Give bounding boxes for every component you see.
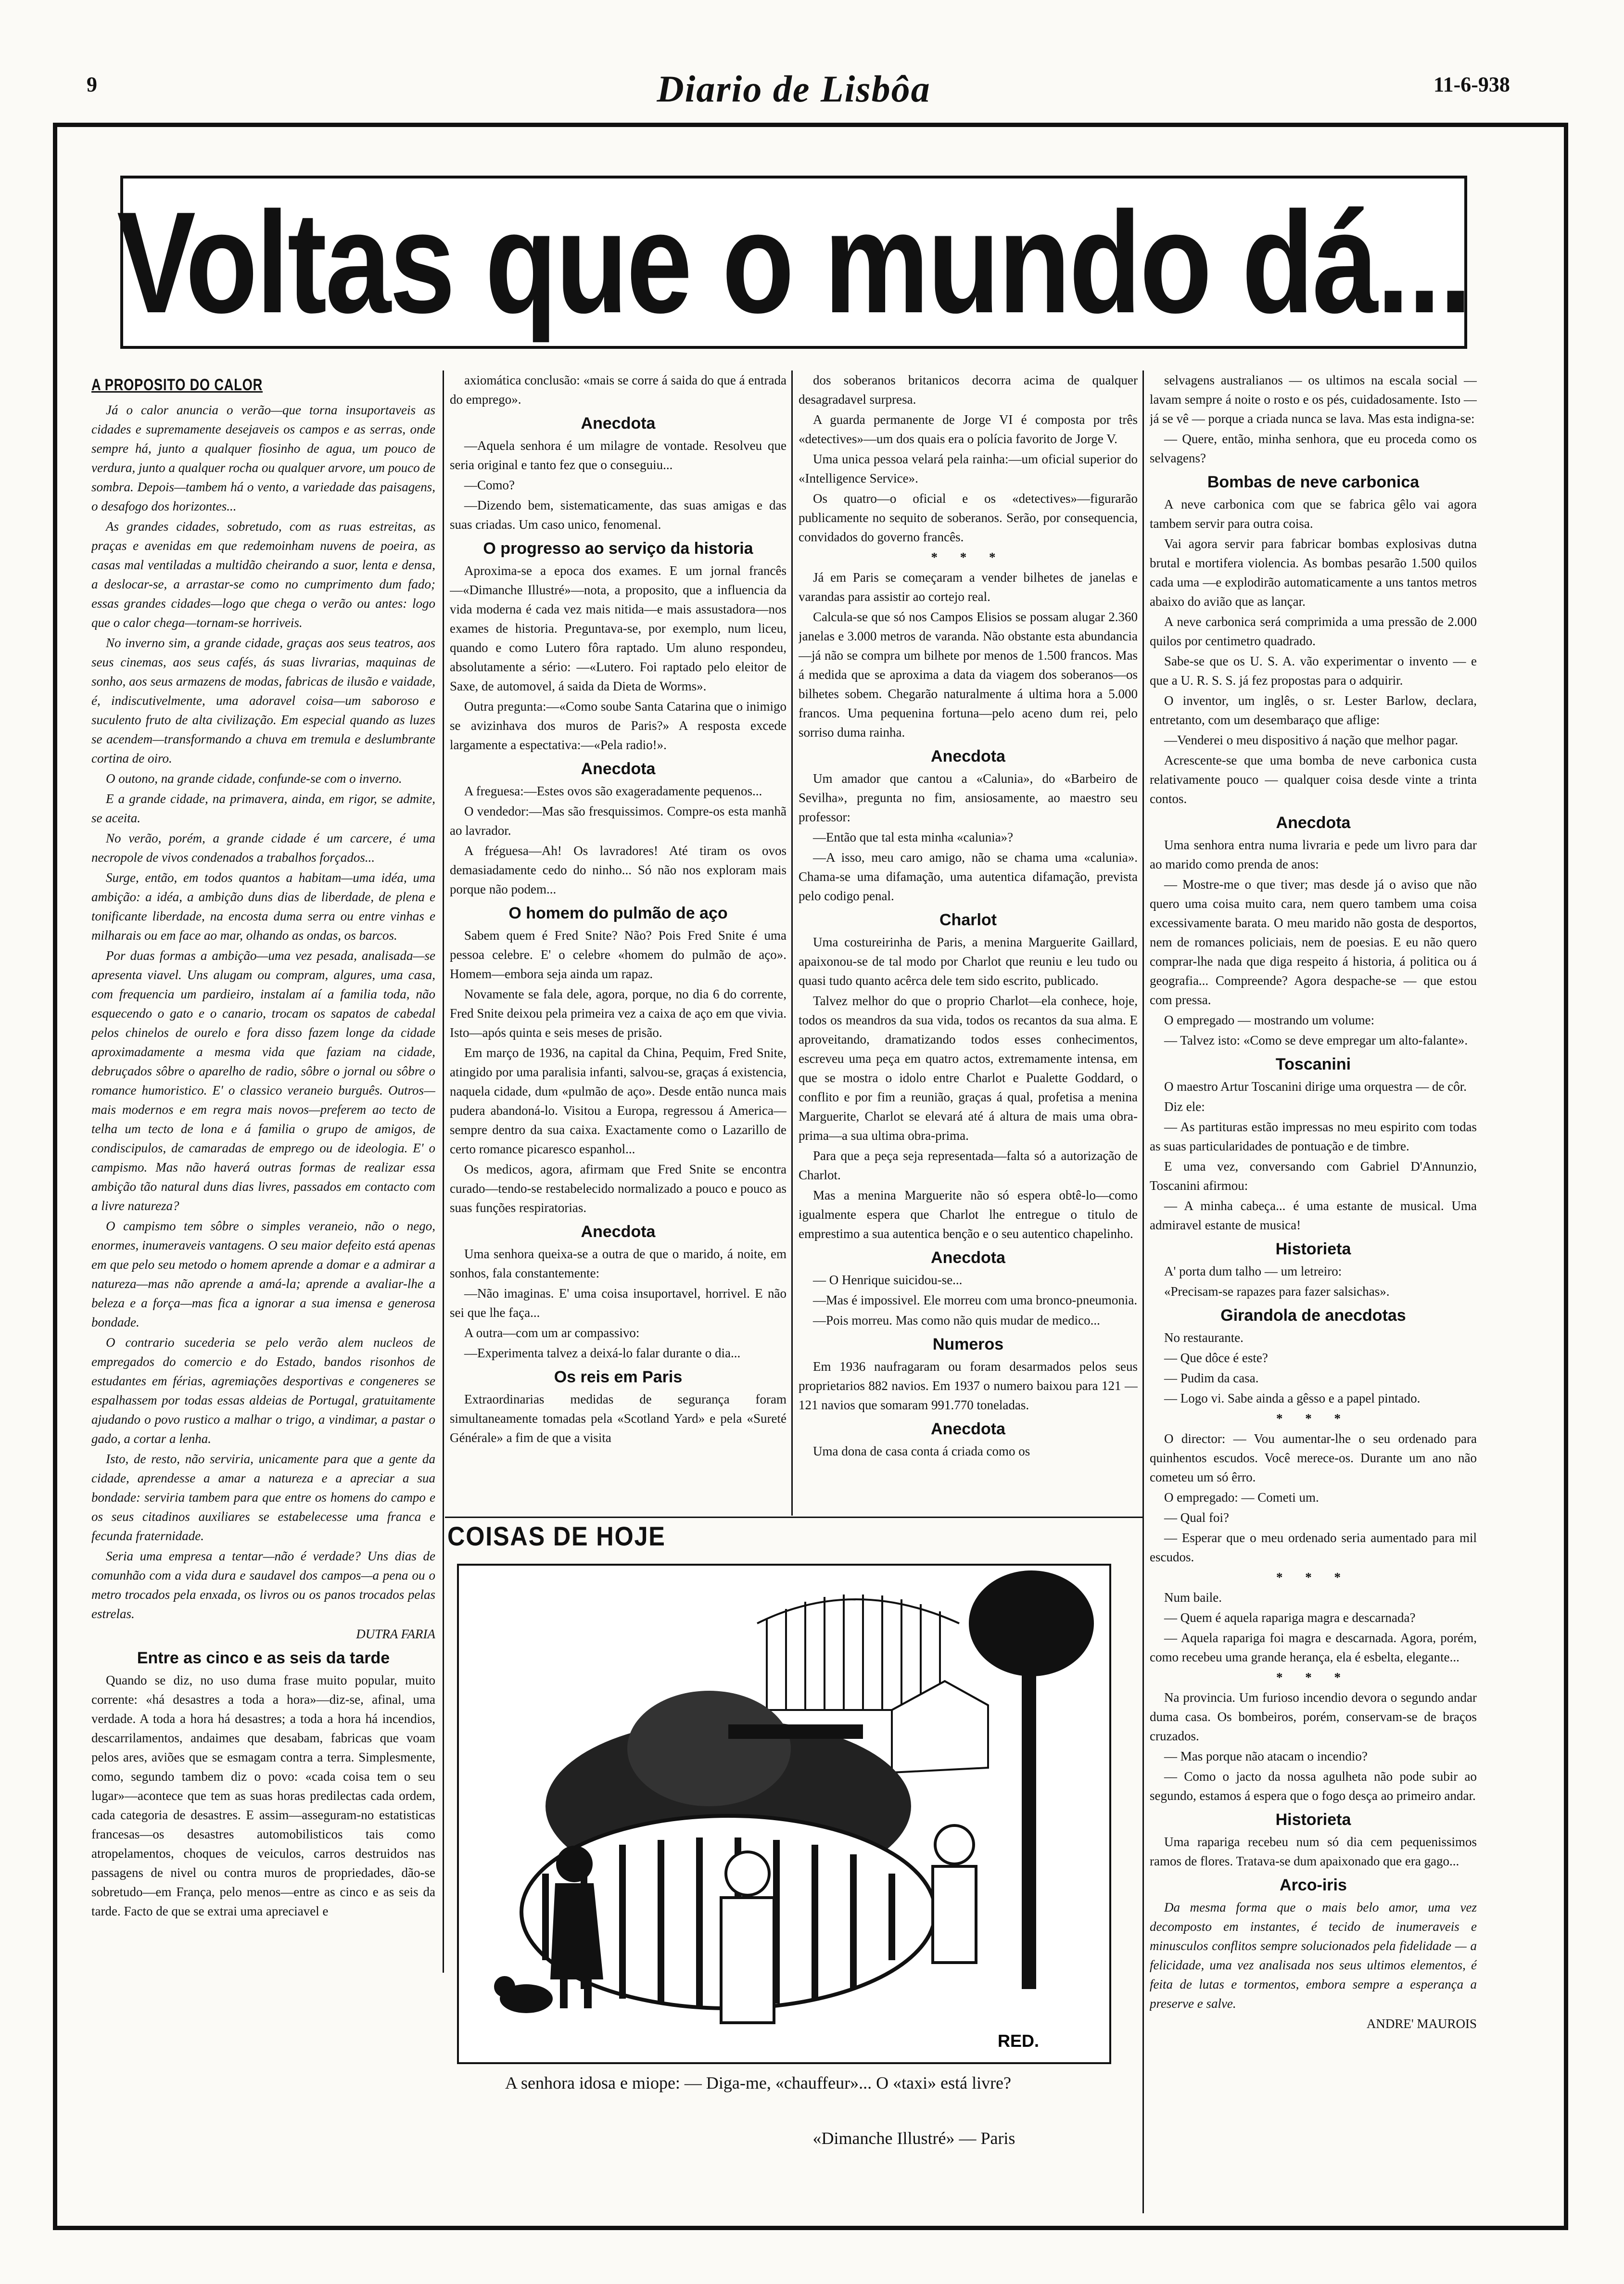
column-4 [1150, 370, 1477, 2213]
section-title: Anecdota [581, 414, 656, 433]
paragraph: No inverno sim, a grande cidade, graças aos seus teatros, aos seus cinemas, aos seus cafés, ás suas livrarias, maquinas de sonho, aos seus armazens de modas, fabricas de ilusão e vaidade, é, indiscutivelmente, uma adoravel coisa—um saboroso e suculento fruto de alta civilização. Em especial quando as luzes se acendem—transformando a chuva em tremula e deslumbrante cortina de oiro. [91, 636, 435, 766]
paragraph: O contrario sucederia se pelo verão alem nucleos de empregados do comercio e do Estado, bandos risonhos de estudantes em férias, agremiações desportivas e congeneres se espalhassem por todas essas aldeias de Portugal, gratuitamente ajudando o povo rustico a malhar o trigo, a vindimar, a pastar o gado, a cortar a lenha. [91, 1335, 435, 1446]
section-title: Bombas de neve carbonica [1207, 473, 1420, 491]
tree-icon [969, 1570, 1094, 1989]
cartoon-signature: RED. [998, 2031, 1040, 2051]
paragraph: Por duas formas a ambição—uma vez pesada, analisada—se apresenta viavel. Uns alugam ou compram, algures, uma casa, com frequencia um pardieiro, instalam aí a familia toda, não esquecendo o gato e o canario, trocam os sapatos de cabedal pelos chinelos de ourelo e fora disso fazem longe da cidade aproximadamente a mesma vida que faziam na cidade, debruçados sôbre o aparelho de radio, sôbre o jornal ou sôbre o romance humoristico. E' o classico veraneio burguês. Outros—mais modernos e em regra mais novos—preferem ao tecto de telha um tecto de lona e á familia o grupo de amigos, de condiscipulos, de camaradas de emprego ou de ideologia. E' o campismo. Mas não haverá outras formas de realizar essa ambição tão natural duns dias livres, passados em contacto com a livre natureza? [91, 948, 435, 1213]
section-title: O homem do pulmão de aço [508, 904, 728, 922]
paragraph: Na provincia. Um furioso incendio devora o segundo andar duma casa. Os bombeiros, porém, conservam-se de braços cruzados. [1150, 1690, 1477, 1743]
paragraph: — Que dôce é este? [1164, 1351, 1268, 1365]
paragraph: A freguesa:—Estes ovos são exageradamente pequenos... [464, 784, 762, 798]
section-title: Anecdota [581, 760, 656, 778]
paragraph: «Precisam-se rapazes para fazer salsichas». [1164, 1284, 1390, 1299]
paragraph: — Mostre-me o que tiver; mas desde já o aviso que não quero uma coisa muito cara, nem quero tambem uma coisa excessivamente barata. O meu marido não gosta de desportos, nem de romances policiais, nem de poesias. E eu não quero comprar-lhe nada que diga respeito á historia, á politica ou á geografia... Compreende? Agora despache-se — que estou com pressa. [1150, 877, 1477, 1007]
section-title: Arco-iris [1280, 1876, 1347, 1894]
paragraph: As grandes cidades, sobretudo, com as ruas estreitas, as praças e avenidas em que redemoinham nuvens de poeira, as casas mal ventiladas a multidão cheirando a suor, lenta e densa, a deslocar-se, a arrastar-se como no cumprimento dum fado; essas grandes cidades—logo que chega o verão ou antes: logo que o calor chega—tornam-se horriveis. [91, 519, 435, 630]
paragraph: Vai agora servir para fabricar bombas explosivas dutna brutal e mortifera violencia. As bombas pesarão 1.500 quilos cada uma —e explodirão automaticamente a uns tantos metros abaixo do avião que as lançar. [1150, 536, 1477, 609]
paragraph: E a grande cidade, na primavera, ainda, em rigor, se admite, se aceita. [91, 791, 435, 825]
paragraph: Novamente se fala dele, agora, porque, no dia 6 do corrente, Fred Snite deixou pela primeira vez a caixa de aço em que vivia. Isto—após quinta e seis meses de prisão. [450, 987, 787, 1040]
paragraph: Já o calor anuncia o verão—que torna insuportaveis as cidades e supremamente desejaveis os campos e as serras, onde sempre há, junto a qualquer fiosinho de agua, um pouco de verdura, junto a qualquer rocha ou qualquer arvore, um pouco de sombra. Depois—tambem há o vento, a variedade das paisagens, o desafogo dos horizontes... [91, 403, 435, 513]
paragraph: A' porta dum talho — um letreiro: [1164, 1264, 1342, 1278]
paragraph: Em março de 1936, na capital da China, Pequim, Fred Snite, atingido por uma paralisia infanti, salvou-se, graças á existencia, naquela cidade, dum «pulmão de aço». Desde então nunca mais pudera abandoná-lo. Visitou a Europa, regressou á America—sempre dentro da sua caixa. Exactamente como o Lazarillo de certo romance picaresco espanhol... [450, 1046, 787, 1156]
paragraph: — As partituras estão impressas no meu espirito com todas as suas particularidades de pontuação e de timbre. [1150, 1120, 1477, 1153]
paragraph: Calcula-se que só nos Campos Elisios se possam alugar 2.360 janelas e 3.000 metros de varanda. Não obstante esta abundancia—já não se compra um bilhete por menos de 1.500 francos. Mas á medida que se aproxima a data da viagem dos soberanos—os bilhetes sobem. Chegarão naturalmente á ultima hora a 5.000 francos. Uma pequenina fortuna—pelo aceno dum rei, pelo sorriso duma rainha. [799, 610, 1138, 740]
paragraph: —Mas é impossivel. Ele morreu com uma bronco-pneumonia. [813, 1293, 1138, 1307]
paragraph: Sabe-se que os U. S. A. vão experimentar o invento — e que a U. R. S. S. já fez propostas para o adquirir. [1150, 654, 1477, 688]
paragraph: Talvez melhor do que o proprio Charlot—ela conhece, hoje, todos os meandros da sua vida, todos os recantos da sua alma. E aproveitando, dramatizando todos esses conhecimentos, escreveu uma peça em quatro actos, extremamente intensa, em que se mostra o idolo entre Charlot e Pualette Goddard, o conflito e por fim a reunião, graças á qual, profetisa a menina Marguerite, Charlot se elevará até á altura de mais uma obra-prima—a sua ultima obra-prima. [799, 994, 1138, 1143]
paragraph: — Aquela rapariga foi magra e descarnada. Agora, porém, como recebeu uma grande herança, ela é esbelta, elegante... [1150, 1631, 1477, 1664]
paragraph: axiomática conclusão: «mais se corre á saida do que á entrada do emprego». [450, 373, 787, 407]
column-rule [443, 370, 444, 1973]
paragraph: O outono, na grande cidade, confunde-se com o inverno. [106, 771, 402, 786]
paragraph: Os quatro—o oficial e os «detectives»—figurarão publicamente no sequito de soberanos. Serão, por consequencia, convidados do governo francês. [799, 491, 1138, 544]
paragraph: — Pudim da casa. [1164, 1371, 1259, 1385]
paragraph: — A minha cabeça... é uma estante de musical. Uma admiravel estante de musica! [1150, 1199, 1477, 1232]
paragraph: O vendedor:—Mas são fresquissimos. Compre-os esta manhã ao lavrador. [450, 804, 787, 838]
cartoon-credit [698, 2127, 1130, 2150]
paragraph: —Aquela senhora é um milagre de vontade. Resolveu que seria original e tanto fez que o conseguiu... [450, 438, 787, 472]
section-title: Anecdota [931, 1249, 1005, 1267]
paragraph: Já em Paris se começaram a vender bilhetes de janelas e varandas para assistir ao cortejo real. [799, 570, 1138, 604]
section-title: Girandola de anecdotas [1220, 1306, 1406, 1325]
paragraph: Acrescente-se que uma bomba de neve carbonica custa relativamente pouco — qualquer coisa desde vinte a trinta contos. [1150, 753, 1477, 806]
paragraph: Outra pregunta:—«Como soube Santa Catarina que o inimigo se avizinhava dos muros de Paris?» A resposta excede largamente a espectativa:—«Pela radio!». [450, 699, 787, 752]
paragraph: Da mesma forma que o mais belo amor, uma vez decomposto em instantes, é tecido de inumeraveis e minusculos conflitos sempre solucionados pela fidelidade — a felicidade, uma vez analisada nos seus ultimos elementos, é feita de lutas e tormentos, embora sempre a esperança a preserve e salve. [1150, 1900, 1477, 2011]
paragraph: O empregado: — Cometi um. [1164, 1490, 1319, 1505]
section-title: Anecdota [931, 747, 1005, 766]
section-title: Anecdota [1276, 814, 1351, 832]
paragraph: —Venderei o meu dispositivo á nação que melhor pagar. [1164, 733, 1459, 747]
paragraph: Quando se diz, no uso duma frase muito popular, muito corrente: «há desastres a toda a hora»—diz-se, afinal, uma verdade. A toda a hora há desastres; a toda a hora há incendios, descarrilamentos, andaimes que desabam, fabricas que voam pelos ares, aviões que se esmagam contra a terra. Simplesmente, como, segundo tambem diz o povo: «cada coisa tem o seu lugar»—acontece que tem as suas horas predilectas cada ordem, cada categoria de desastres. E assim—asseguram-no estatisticas francesas—os desastres automobilisticos tais como atropelamentos, choques de veiculos, carros destruidos nas passagens de nivel ou contra muros de propriedades, dão-se sobretudo—em França, pelo menos—entre as cinco e as seis da tarde. Facto de que se extrai uma apreciavel e [91, 1673, 435, 1918]
paragraph: Aproxima-se a epoca dos exames. E um jornal francês—«Dimanche Illustré»—nota, a proposito, que a influencia da vida moderna é cada vez mais nitida—e mais assustadora—nos exames de historia. Preguntava-se, por exemplo, num liceu, quando e como Lutero fôra raptado. Um aluno respondeu, absolutamente a sério: —«Lutero. Foi raptado pelo eleitor de Saxe, de automovel, á saida da Dieta de Worms». [450, 563, 787, 693]
page-date: 11-6-938 [1434, 73, 1510, 96]
paragraph: A fréguesa—Ah! Os lavradores! Até tiram os ovos demasiadamente cedo do ninho... Só não nos exploram mais porque não podem... [450, 843, 787, 896]
page-number: 9 [87, 73, 97, 96]
paragraph: A neve carbonica será comprimida a uma pressão de 2.000 quilos por centimetro quadrado. [1150, 614, 1477, 648]
paragraph: —Experimenta talvez a deixá-lo falar durante o dia... [464, 1346, 741, 1360]
paragraph: O campismo tem sôbre o simples veraneio, não o nego, enormes, inumeraveis vantagens. O seu maior defeito está apenas em que pelo seu metodo o homem aprende a domar e a admirar a natureza—mas não aprende a amá-la; aprende a avaliar-lhe a beleza e a força—mas fica a ignorar a sua imensa e generosa bondade. [91, 1219, 435, 1329]
paragraph: Sabem quem é Fred Snite? Não? Pois Fred Snite é uma pessoa celebre. E' o celebre «homem do pulmão de aço». Homem—embora seja ainda um rapaz. [450, 928, 787, 981]
section-title: Historieta [1275, 1811, 1351, 1829]
section-title: Os reis em Paris [554, 1368, 683, 1386]
paragraph: — Talvez isto: «Como se deve empregar um alto-falante». [1164, 1033, 1468, 1047]
section-title: Numeros [932, 1335, 1004, 1353]
caption-text: A senhora idosa e miope: — Diga-me, «chauffeur»... O «taxi» está livre? [505, 2073, 1012, 2093]
paragraph: No restaurante. [1164, 1330, 1243, 1345]
column-1 [91, 375, 435, 2213]
paragraph: —Então que tal esta minha «calunia»? [813, 830, 1014, 844]
paragraph: Uma rapariga recebeu num só dia cem pequenissimos ramos de flores. Tratava-se dum apaixonado que era gago... [1150, 1835, 1477, 1868]
paragraph: — Mas porque não atacam o incendio? [1164, 1749, 1368, 1763]
article-title: A PROPOSITO DO CALOR [91, 376, 263, 394]
paragraph: — Quem é aquela rapariga magra e descarnada? [1164, 1610, 1416, 1625]
cartoon-section-title-wrap [447, 1520, 690, 1552]
credit-text: «Dimanche Illustré» — Paris [812, 2129, 1015, 2148]
section-title: O progresso ao serviço da historia [483, 539, 753, 558]
section-title: Anecdota [931, 1420, 1005, 1438]
column-rule [791, 370, 793, 1516]
paragraph: — Logo vi. Sabe ainda a gêsso e a papel pintado. [1164, 1391, 1421, 1405]
paragraph: —Como? [464, 478, 515, 492]
column-rule [1142, 370, 1144, 2213]
paragraph: A neve carbonica com que se fabrica gêlo vai agora tambem servir para outra coisa. [1150, 497, 1477, 531]
paragraph: Os medicos, agora, afirmam que Fred Snite se encontra curado—tendo-se restabelecido normalizado a pouco e pouco as suas funções respiratorias. [450, 1162, 787, 1215]
column-2 [450, 370, 787, 1513]
paragraph: Extraordinarias medidas de segurança foram simultaneamente tomadas pela «Scotland Yard» e pela «Sureté Générale» a fim de que a visita [450, 1392, 787, 1445]
paragraph: A guarda permanente de Jorge VI é composta por três «detectives»—um dos quais era o polícia favorito de Jorge V. [799, 412, 1138, 446]
paragraph: Surge, então, em todos quantos a habitam—uma idéa, uma ambição: a idéa, a ambição duns dias de liberdade, de plena e tonificante liberdade, na encosta duma serra ou entre vinhas e milharais ou em face ao mar, olhando as ondas, os barcos. [91, 870, 435, 943]
paragraph: O director: — Vou aumentar-lhe o seu ordenado para quinhentos escudos. Você merece-os. Durante um ano não cometeu um só êrro. [1150, 1431, 1477, 1484]
article-signature: DUTRA FARIA [356, 1627, 435, 1641]
paragraph: Seria uma empresa a tentar—não é verdade? Uns dias de comunhão com a vida dura e saudavel dos campos—a pena ou o metro trocados pela enxada, os livros ou os panos trocados pelas estrelas. [91, 1549, 435, 1621]
separator-stars: * * * [1276, 1670, 1350, 1684]
section-title: Toscanini [1275, 1055, 1351, 1073]
paragraph: — O Henrique suicidou-se... [813, 1273, 963, 1287]
paragraph: — Qual foi? [1164, 1510, 1229, 1525]
paragraph: O empregado — mostrando um volume: [1164, 1013, 1375, 1027]
paragraph: Para que a peça seja representada—falta só a autorização de Charlot. [799, 1148, 1138, 1182]
headline-box [116, 176, 1471, 349]
cartoon-illustration [457, 1564, 1111, 2064]
paragraph: Uma costureirinha de Paris, a menina Marguerite Gaillard, apaixonou-se de tal modo por Charlot que reuniu e leu tudo ou quasi tudo quanto acêrca dele tem sido escrito, publicado. [799, 935, 1138, 988]
paragraph: Uma dona de casa conta á criada como os [813, 1444, 1030, 1458]
paragraph: Em 1936 naufragaram ou foram desarmados pelos seus proprietarios 882 navios. Em 1937 o numero baixou para 121 — 121 navios que somaram 991.770 toneladas. [799, 1359, 1138, 1412]
article-signature: ANDRE' MAUROIS [1366, 2016, 1477, 2031]
paragraph: —Dizendo bem, sistematicamente, das suas amigas e das suas criadas. Um caso unico, fenomenal. [450, 498, 787, 532]
paragraph: — Como o jacto da nossa agulheta não pode subir ao segundo, estamos á espera que o fogo desça ao primeiro andar. [1150, 1769, 1477, 1803]
separator-stars: * * * [1276, 1411, 1350, 1426]
kennel-icon [892, 1681, 988, 1773]
section-rule [445, 1517, 1142, 1518]
paragraph: — Quere, então, minha senhora, que eu proceda como os selvagens? [1150, 432, 1477, 465]
paragraph: No verão, porém, a grande cidade é um carcere, é uma necropole de vivos condenados a trabalhos forçados... [91, 831, 435, 865]
paragraph: Uma unica pessoa velará pela rainha:—um oficial superior do «Intelligence Service». [799, 452, 1138, 485]
paragraph: E uma vez, conversando com Gabriel D'Annunzio, Toscanini afirmou: [1150, 1159, 1477, 1193]
dog-icon [494, 1976, 553, 2013]
section-title: Historieta [1275, 1240, 1351, 1258]
section-title: Charlot [939, 911, 997, 929]
paragraph: Uma senhora entra numa livraria e pede um livro para dar ao marido como prenda de anos: [1150, 838, 1477, 871]
column-3 [799, 370, 1138, 1513]
paragraph: —Não imaginas. E' uma coisa insuportavel, horrivel. E não sei que lhe faça... [450, 1286, 787, 1320]
paragraph: O inventor, um inglês, o sr. Lester Barlow, declara, entretanto, com um desembaraço que aflige: [1150, 693, 1477, 727]
paragraph: Um amador que cantou a «Calunia», do «Barbeiro de Sevilha», pregunta no fim, ansiosamente, ao maestro seu professor: [799, 771, 1138, 824]
section-title: Entre as cinco e as seis da tarde [137, 1649, 390, 1667]
paragraph: Mas a menina Marguerite não só espera obtê-lo—como igualmente espera que Charlot lhe entregue o titulo de emprestimo a sua autentica benção e o seu autentico chapelinho. [799, 1188, 1138, 1241]
cartoon-drawing [459, 1566, 1109, 2062]
paragraph: selvagens australianos — os ultimos na escala social — lavam sempre á noite o rosto e os pés, cuidadosamente. Isto — já se vê — porque a criada nunca se lava. Mas esta indigna-se: [1150, 373, 1477, 426]
paragraph: dos soberanos britanicos decorra acima de qualquer desagradavel surpresa. [799, 373, 1138, 407]
masthead: Diario de Lisbôa [657, 68, 931, 110]
paragraph: A outra—com um ar compassivo: [464, 1326, 640, 1340]
paragraph: Uma senhora queixa-se a outra de que o marido, á noite, em sonhos, fala constantemente: [450, 1247, 787, 1280]
paragraph: —A isso, meu caro amigo, não se chama uma «calunia». Chama-se uma difamação, uma autentica difamação, prevista pelo codigo penal. [799, 850, 1138, 903]
headline: Voltas que o mundo dá... [116, 181, 1471, 343]
cartoon-section-title: COISAS DE HOJE [447, 1521, 666, 1551]
section-title: Anecdota [581, 1223, 656, 1241]
paragraph: Diz ele: [1164, 1099, 1205, 1114]
paragraph: Num baile. [1164, 1590, 1222, 1605]
separator-stars: * * * [1276, 1570, 1350, 1584]
cartoon-caption [505, 2071, 1126, 2094]
paragraph: —Pois morreu. Mas como não quis mudar de medico... [813, 1313, 1100, 1327]
paragraph: — Esperar que o meu ordenado seria aumentado para mil escudos. [1150, 1531, 1477, 1564]
paragraph: Isto, de resto, não serviria, unicamente para que a gente da cidade, aprendesse a amar a natureza e a apreciar a sua bondade: serviria tambem para que entre os homens do campo e os seus citadinos auxiliares se estabelecesse uma franca e fecunda fraternidade. [91, 1452, 435, 1543]
separator-stars: * * * [931, 550, 1005, 564]
paragraph: O maestro Artur Toscanini dirige uma orquestra — de côr. [1164, 1079, 1467, 1094]
